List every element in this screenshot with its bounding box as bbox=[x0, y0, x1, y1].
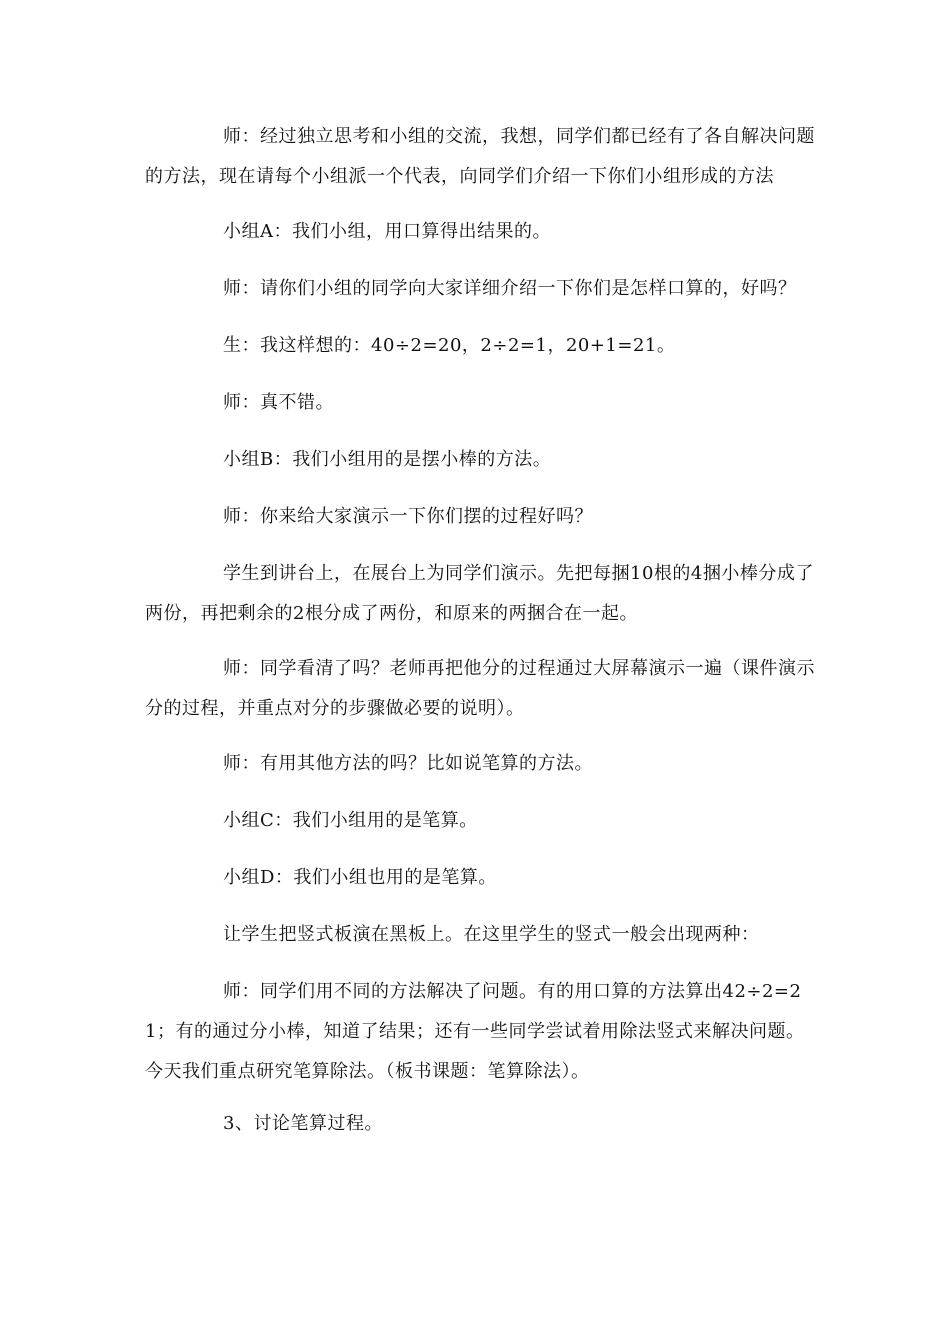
paragraph-teacher-summary: 师：同学们用不同的方法解决了问题。有的用口算的方法算出42÷2=21；有的通过分小棒，知道了结果；还有一些同学尝试着用除法竖式来解决问题。今天我们重点研究笔算除法。（板书课题：笔算除法）。 bbox=[145, 981, 805, 1082]
paragraph-teacher-intro: 师：经过独立思考和小组的交流，我想，同学们都已经有了各自解决问题的方法，现在请每个小组派一个代表，向同学们介绍一下你们小组形成的方法 bbox=[145, 126, 815, 187]
paragraph-teacher-screen: 师：同学看清了吗？老师再把他分的过程通过大屏幕演示一遍（课件演示分的过程，并重点对分的步骤做必要的说明）。 bbox=[145, 658, 815, 719]
paragraph-group-b: 小组B：我们小组用的是摆小棒的方法。 bbox=[223, 449, 552, 470]
paragraph-blackboard: 让学生把竖式板演在黑板上。在这里学生的竖式一般会出现两种： bbox=[223, 924, 760, 945]
paragraph-section-3: 3、讨论笔算过程。 bbox=[223, 1113, 383, 1134]
paragraph-teacher-ask-a: 师：请你们小组的同学向大家详细介绍一下你们是怎样口算的，好吗？ bbox=[223, 278, 797, 299]
paragraph-group-d: 小组D：我们小组也用的是笔算。 bbox=[223, 867, 497, 888]
paragraph-group-c: 小组C：我们小组用的是笔算。 bbox=[223, 810, 478, 831]
paragraph-teacher-praise: 师：真不错。 bbox=[223, 392, 334, 413]
paragraph-student-demo: 学生到讲台上，在展台上为同学们演示。先把每捆10根的4捆小棒分成了两份，再把剩余的2根分成了两份，和原来的两捆合在一起。 bbox=[145, 563, 814, 624]
paragraph-student-mental: 生：我这样想的：40÷2=20，2÷2=1，20+1=21。 bbox=[223, 335, 676, 356]
paragraph-group-a: 小组A：我们小组，用口算得出结果的。 bbox=[223, 221, 551, 242]
paragraph-teacher-other: 师：有用其他方法的吗？比如说笔算的方法。 bbox=[223, 753, 593, 774]
paragraph-teacher-ask-b: 师：你来给大家演示一下你们摆的过程好吗？ bbox=[223, 506, 593, 527]
